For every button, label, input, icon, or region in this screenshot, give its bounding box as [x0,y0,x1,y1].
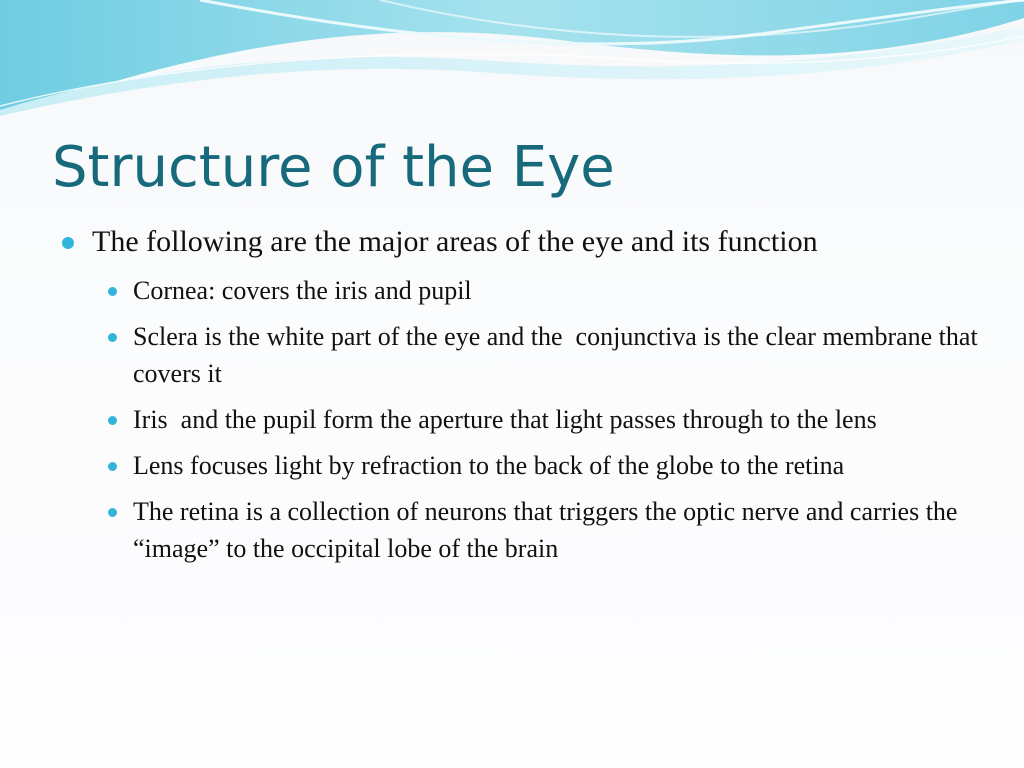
slide-title: Structure of the Eye [52,135,615,200]
list-item-text: Iris and the pupil form the aperture that light passes through to the lens [133,405,877,434]
bullet-icon [108,416,117,425]
bullet-icon [108,462,117,471]
list-item [106,401,982,438]
bullet-icon [62,237,74,249]
list-item-text: Cornea: covers the iris and pupil [133,276,472,305]
list-item [106,447,982,484]
header-wave-decoration [0,0,1024,120]
slide-body [62,222,985,576]
list-item [106,493,982,567]
bullet-icon [108,508,117,517]
list-item [106,272,982,309]
intro-text: The following are the major areas of the eye and its function [92,225,818,258]
list-item [106,318,985,392]
bullet-icon [108,333,117,342]
list-item-text: Sclera is the white part of the eye and the conjunctiva is the clear membrane that covers it [133,322,985,388]
bullet-icon [108,287,117,296]
list-item-text: Lens focuses light by refraction to the back of the globe to the retina [133,451,845,480]
sub-bullet-list [106,272,985,567]
intro-bullet [62,222,982,262]
list-item-text: The retina is a collection of neurons that triggers the optic nerve and carries the “image” to the occipital lobe of the brain [133,497,964,563]
